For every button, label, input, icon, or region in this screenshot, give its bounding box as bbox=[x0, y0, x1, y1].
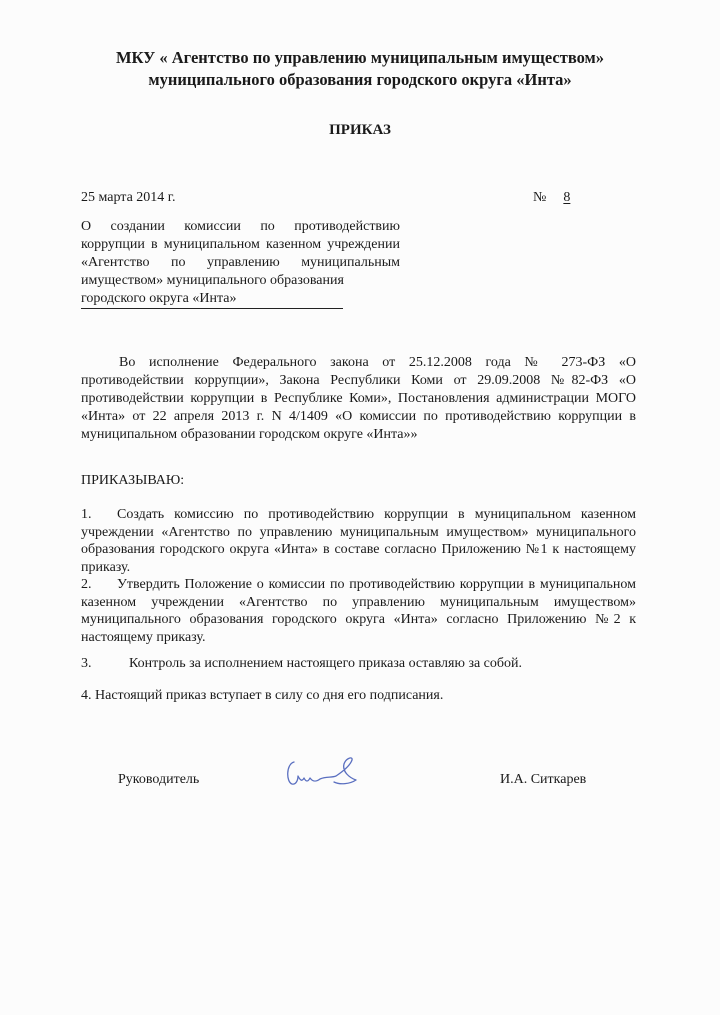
subject-text: О создании комиссии по противодействию коррупции в муниципальном казенном учреждении «Агентство по управлению муниципальным имуществом» муниципального образования bbox=[81, 219, 400, 288]
document-number bbox=[533, 190, 621, 206]
number-label: № bbox=[533, 190, 547, 205]
item-text: Контроль за исполнением настоящего приказа оставляю за собой. bbox=[129, 656, 523, 671]
document-date: 25 марта 2014 г. bbox=[81, 190, 176, 205]
order-item-1 bbox=[81, 506, 636, 576]
document-subject bbox=[81, 218, 400, 309]
item-text: Настоящий приказ вступает в силу со дня его подписания. bbox=[95, 688, 444, 703]
order-item-2 bbox=[81, 576, 636, 646]
order-item-4 bbox=[81, 688, 443, 704]
organization-header-line-1: МКУ « Агентство по управлению муниципальным имуществом» bbox=[115, 48, 605, 67]
number-value: 8 bbox=[563, 190, 571, 205]
item-number: 2. bbox=[81, 577, 92, 592]
organization-header-line-2: муниципального образования городского округа «Инта» bbox=[148, 70, 572, 89]
order-items bbox=[81, 506, 636, 646]
order-word: ПРИКАЗЫВАЮ: bbox=[81, 473, 185, 488]
preamble-paragraph: Во исполнение Федерального закона от 25.12.2008 года № 273-ФЗ «О противодействии коррупции», Закона Республики Коми от 29.09.2008 №82-ФЗ «О противодействии коррупции в Республике Коми», Постановления администрации МОГО «Инта» от 22 апреля 2013 г. N 4/1409 «О комиссии по противодействию коррупции в муниципальном образовании городском округе «Инта»» bbox=[81, 355, 636, 442]
handwritten-signature-icon bbox=[280, 752, 370, 792]
signatory-name: И.А. Ситкарев bbox=[500, 772, 587, 787]
item-number: 1. bbox=[81, 507, 92, 522]
subject-last-line: городского округа «Инта» bbox=[81, 290, 343, 309]
item-text: Создать комиссию по противодействию коррупции в муниципальном казенном учреждении «Агентство по управлению муниципальным имуществом» муниципального образования городского округа «Инта» в составе согласно Приложению №1 к настоящему приказу. bbox=[81, 507, 636, 575]
organization-header bbox=[0, 47, 720, 91]
document-title: ПРИКАЗ bbox=[329, 122, 391, 138]
signatory-role: Руководитель bbox=[118, 772, 200, 787]
item-number: 4. bbox=[81, 688, 92, 703]
order-item-3 bbox=[81, 656, 522, 672]
item-text: Утвердить Положение о комиссии по противодействию коррупции в муниципальном казенном учреждении «Агентство по управлению муниципальным имуществом» муниципального образования городского округа «Инта» согласно Приложению №2 к настоящему приказу. bbox=[81, 577, 636, 645]
item-number: 3. bbox=[81, 656, 92, 671]
